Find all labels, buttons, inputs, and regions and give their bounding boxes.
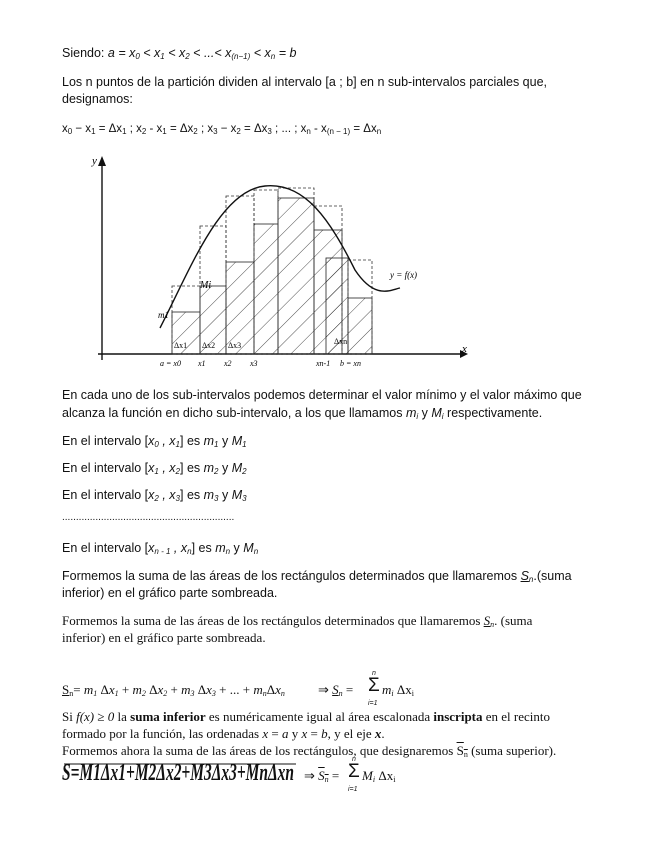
lower-sum-serif-1: Formemos la suma de las áreas de los rectángulos determinados que llamaremos $S_n$. (suma xyxy=(62,613,533,629)
y-axis-label: y xyxy=(92,155,97,167)
tick-x1: x1 xyxy=(198,359,206,368)
lower-sum-text-2: inferior) en el gráfico parte sombreada. xyxy=(62,586,278,600)
lower-sum-formula: $S_n= m_1$ $\Delta x_1 + m_2$ $\Delta x_2 + m_3$ $\Delta x_3$ + ... + $m_n\Delta x_n$ xyxy=(62,682,285,698)
delta-definitions: $x_0 - x_1 = \Delta x_1$ ; $x_2 - x_1 = \Delta x_2$ ; $x_3 - x_2 = \Delta x_3$ ; ... ; $x_n - x_{(n - 1)} = \Delta x_n$ xyxy=(62,123,382,136)
upper-sum-compact: ⇒ $S_n$ = xyxy=(304,768,340,784)
partition-text-2: designamos: xyxy=(62,92,133,106)
tick-x2: x2 xyxy=(224,359,232,368)
lower-sum-meaning-2: formado por la función, las ordenadas x = a y x = b, y el eje x. xyxy=(62,726,385,741)
interval-2: En el intervalo [$x_1$ , $x_2$] es $m_2$ y $M_2$ xyxy=(62,461,247,476)
siendo-label: Siendo: xyxy=(62,46,105,60)
partition-definition xyxy=(62,45,296,65)
sigma-lower-upper-limit: n xyxy=(372,670,376,677)
y-axis-arrow xyxy=(98,156,106,166)
lower-sum-compact: ⇒ $S_n$ = xyxy=(318,682,354,698)
delta-3: Δx3 xyxy=(228,341,242,350)
delta-2: Δx2 xyxy=(202,341,216,350)
riemann-sum-figure xyxy=(90,150,480,380)
sigma-lower: Σ xyxy=(368,675,380,696)
interval-3: En el intervalo [$x_2$ , $x_3$] es $m_3$ y $M_3$ xyxy=(62,488,247,503)
tick-a: a = x0 xyxy=(160,359,181,368)
lower-sum-meaning-1: Si f(x) ≥ 0 la suma inferior es numéricamente igual al área escalonada inscripta en el recinto xyxy=(62,709,551,724)
interval-n: En el intervalo [$x_{n - 1}$ , $x_n$] es $m_n$ y $M_n$ xyxy=(62,541,259,556)
partition-text-1: Los n puntos de la partición dividen al intervalo [a ; b] en n sub-intervalos parciales que, xyxy=(62,75,548,89)
sigma-upper: Σ xyxy=(348,761,360,782)
partition-inequality: $a = x_0 < x_1 < x_2$ < ...< $x_{(n-1)} < x_n = b$ xyxy=(107,46,297,61)
tick-b: b = xn xyxy=(340,359,361,368)
tick-x3: x3 xyxy=(250,359,258,368)
upper-sum-intro: Formemos ahora la suma de las áreas de los rectángulos, que designaremos $S_n$ (suma superior). xyxy=(62,743,557,759)
delta-1: Δx1 xyxy=(174,341,188,350)
svg-text:S=M1Δx1+M2Δx2+M3Δx3+MnΔxn: S=M1Δx1+M2Δx2+M3Δx3+MnΔxn xyxy=(62,760,294,786)
lower-sum-term: $m_i$ $\Delta x_i$ xyxy=(382,682,414,698)
lower-label: m1 xyxy=(158,310,169,320)
sigma-upper-lower-limit: i=1 xyxy=(348,786,358,793)
min-max-text-1: En cada uno de los sub-intervalos podemos determinar el valor mínimo y el valor máximo que xyxy=(62,388,582,402)
delta-n: Δxn xyxy=(334,337,348,346)
upper-sum-garbled-formula xyxy=(60,760,300,790)
interval-1: En el intervalo [$x_0$ , $x_1$] es $m_1$ y $M_1$ xyxy=(62,434,247,449)
upper-sum-term: $M_i$ $\Delta x_i$ xyxy=(362,768,396,784)
sigma-upper-upper-limit: n xyxy=(352,756,356,763)
ellipsis-line: .............................................................. xyxy=(62,512,235,523)
sigma-lower-lower-limit: i=1 xyxy=(368,700,378,707)
curve-label: y = f(x) xyxy=(390,270,418,280)
x-axis-label: x xyxy=(462,343,467,355)
min-max-text-2: alcanza la función en dicho sub-intervalo, a los que llamamos $m_i$ y $M_i$ respectivamente. xyxy=(62,406,543,421)
tick-xn-1: xn-1 xyxy=(316,359,331,368)
lower-sum-serif-2: inferior) en el gráfico parte sombreada. xyxy=(62,630,266,645)
upper-label: Mi xyxy=(200,280,212,291)
lower-sum-text-1: Formemos la suma de las áreas de los rectángulos determinados que llamaremos $S_n.(suma$ xyxy=(62,569,572,584)
